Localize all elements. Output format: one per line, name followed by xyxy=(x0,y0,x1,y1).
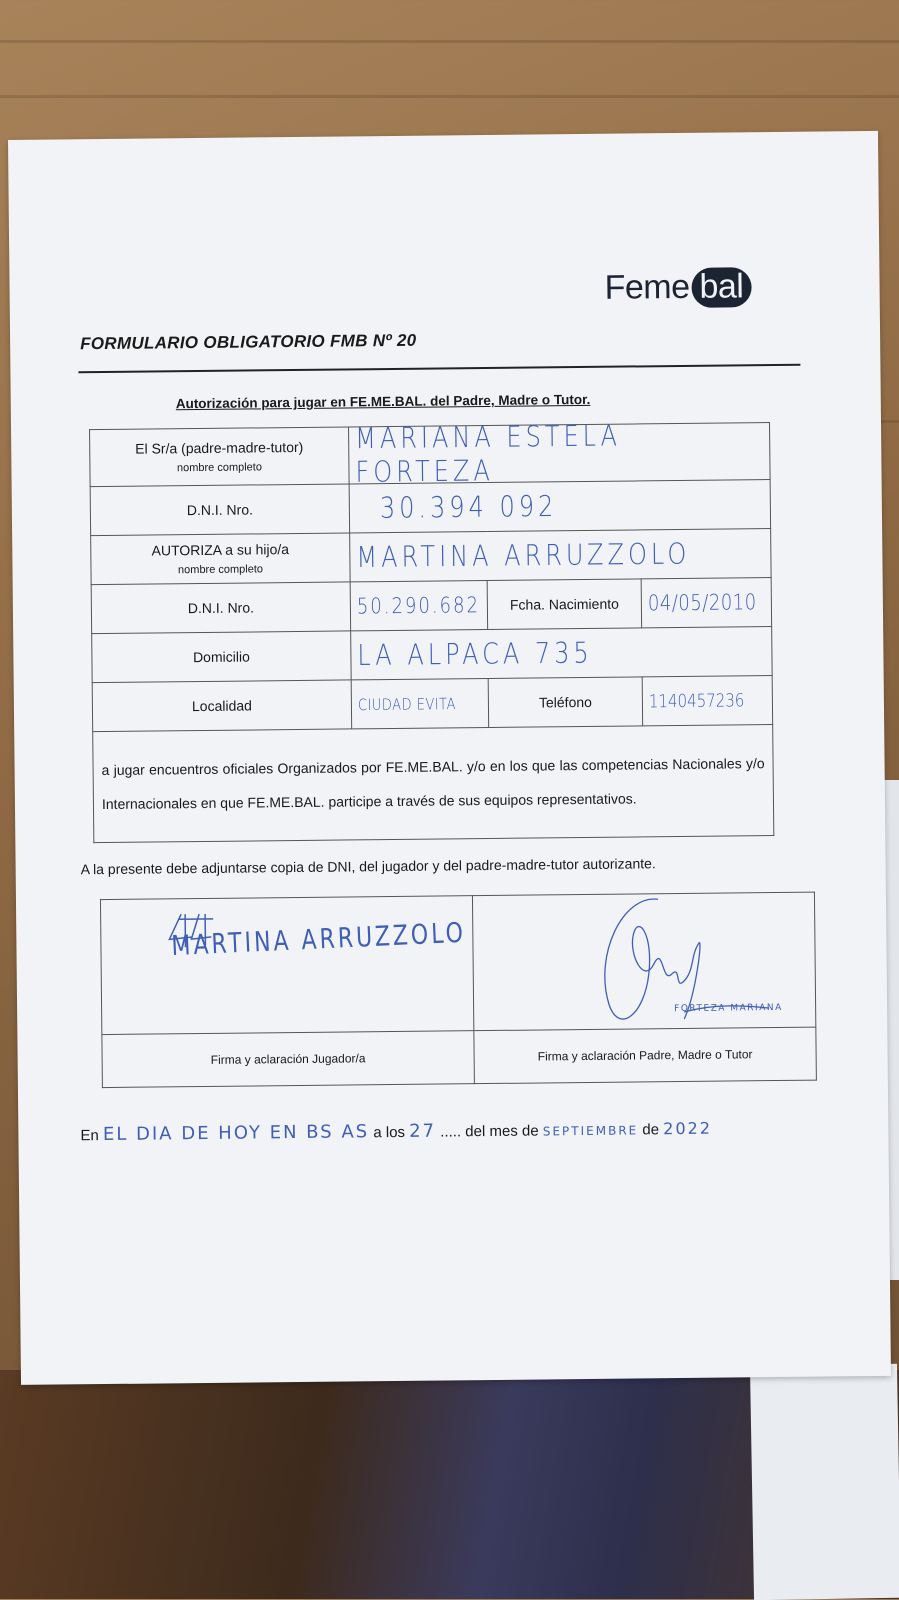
row-paragraph xyxy=(93,725,774,843)
domicilio-field[interactable] xyxy=(351,627,773,680)
form-subtitle: Autorización para jugar en FE.ME.BAL. del Padre, Madre o Tutor. xyxy=(175,391,591,412)
date-mes-de: ..... del mes de xyxy=(440,1122,539,1141)
domicilio-value: LA ALPACA 735 xyxy=(357,636,593,673)
fecha-label: Fcha. Nacimiento xyxy=(487,579,642,630)
localidad-label: Localidad xyxy=(92,680,351,732)
hijo-name-value: MARTINA ARRUZZOLO xyxy=(356,537,691,575)
fecha-value: 04/05/2010 xyxy=(647,589,757,616)
date-en: En xyxy=(80,1127,99,1145)
tutor-signature-caption: Firma y aclaración Padre, Madre o Tutor xyxy=(474,1027,817,1084)
dni2-label: D.N.I. Nro. xyxy=(91,582,350,634)
form-title: FORMULARIO OBLIGATORIO FMB Nº 20 xyxy=(80,330,417,354)
autoriza-label: AUTORIZA a su hijo/a xyxy=(151,541,290,559)
femebal-logo: Feme bal xyxy=(604,267,751,319)
player-written-name: MARTINA ARRUZZOLO xyxy=(170,917,467,963)
date-de: de xyxy=(642,1121,660,1139)
tutor-name-field[interactable] xyxy=(349,418,771,489)
dni2-value: 50.290.682 xyxy=(356,592,481,619)
row-domicilio xyxy=(92,627,773,683)
date-day[interactable]: 27 xyxy=(409,1120,437,1142)
dni-value: 30.394 092 xyxy=(379,489,558,525)
fecha-field[interactable] xyxy=(641,578,772,628)
title-divider xyxy=(78,364,800,374)
dni-label: D.N.I. Nro. xyxy=(90,484,349,536)
localidad-value: CIUDAD EVITA xyxy=(357,695,457,715)
row-hijo xyxy=(91,529,772,585)
domicilio-label: Domicilio xyxy=(92,631,351,683)
background-paper-bottom xyxy=(750,1364,899,1600)
tutor-label: El Sr/a (padre-madre-tutor) xyxy=(135,438,304,457)
row-dni-hijo xyxy=(91,578,772,634)
player-signature-box[interactable] xyxy=(100,896,473,1035)
row-localidad xyxy=(92,676,773,732)
tutor-signature-icon xyxy=(533,893,774,1036)
date-line xyxy=(80,1118,712,1146)
date-month[interactable]: SEPTIEMBRE xyxy=(542,1123,639,1139)
dni2-field[interactable] xyxy=(350,581,488,631)
date-place[interactable]: EL DIA DE HOY EN BS AS xyxy=(102,1121,370,1146)
tutor-written-name: FORTEZA MARIANA xyxy=(674,1002,783,1015)
date-a-los: a los xyxy=(373,1123,406,1142)
signature-table xyxy=(100,892,817,1088)
tutor-signature-box[interactable] xyxy=(472,892,815,1031)
authorization-table xyxy=(89,418,774,843)
tutor-name-value: MARIANA ESTELA FORTEZA xyxy=(354,418,622,489)
date-year[interactable]: 2022 xyxy=(663,1118,713,1139)
row-tutor xyxy=(90,423,771,487)
hijo-name-field[interactable] xyxy=(350,529,772,582)
autoriza-sublabel: nombre completo xyxy=(177,563,264,577)
telefono-label: Teléfono xyxy=(488,677,643,728)
telefono-value: 1140457236 xyxy=(648,689,745,713)
tutor-sublabel: nombre completo xyxy=(176,461,263,475)
localidad-field[interactable] xyxy=(351,679,489,729)
attachment-note: A la presente debe adjuntarse copia de DNI, del jugador y del padre-madre-tutor autorizante. xyxy=(80,855,656,878)
form-sheet xyxy=(8,131,891,1385)
telefono-field[interactable] xyxy=(642,676,773,726)
authorization-paragraph: a jugar encuentros oficiales Organizados por FE.ME.BAL. y/o en los que las competencias Nacionales y/o Internacionales en que FE.ME.BAL. participe a través de sus equipos representativos. xyxy=(93,725,774,843)
player-signature-caption: Firma y aclaración Jugador/a xyxy=(102,1031,475,1088)
